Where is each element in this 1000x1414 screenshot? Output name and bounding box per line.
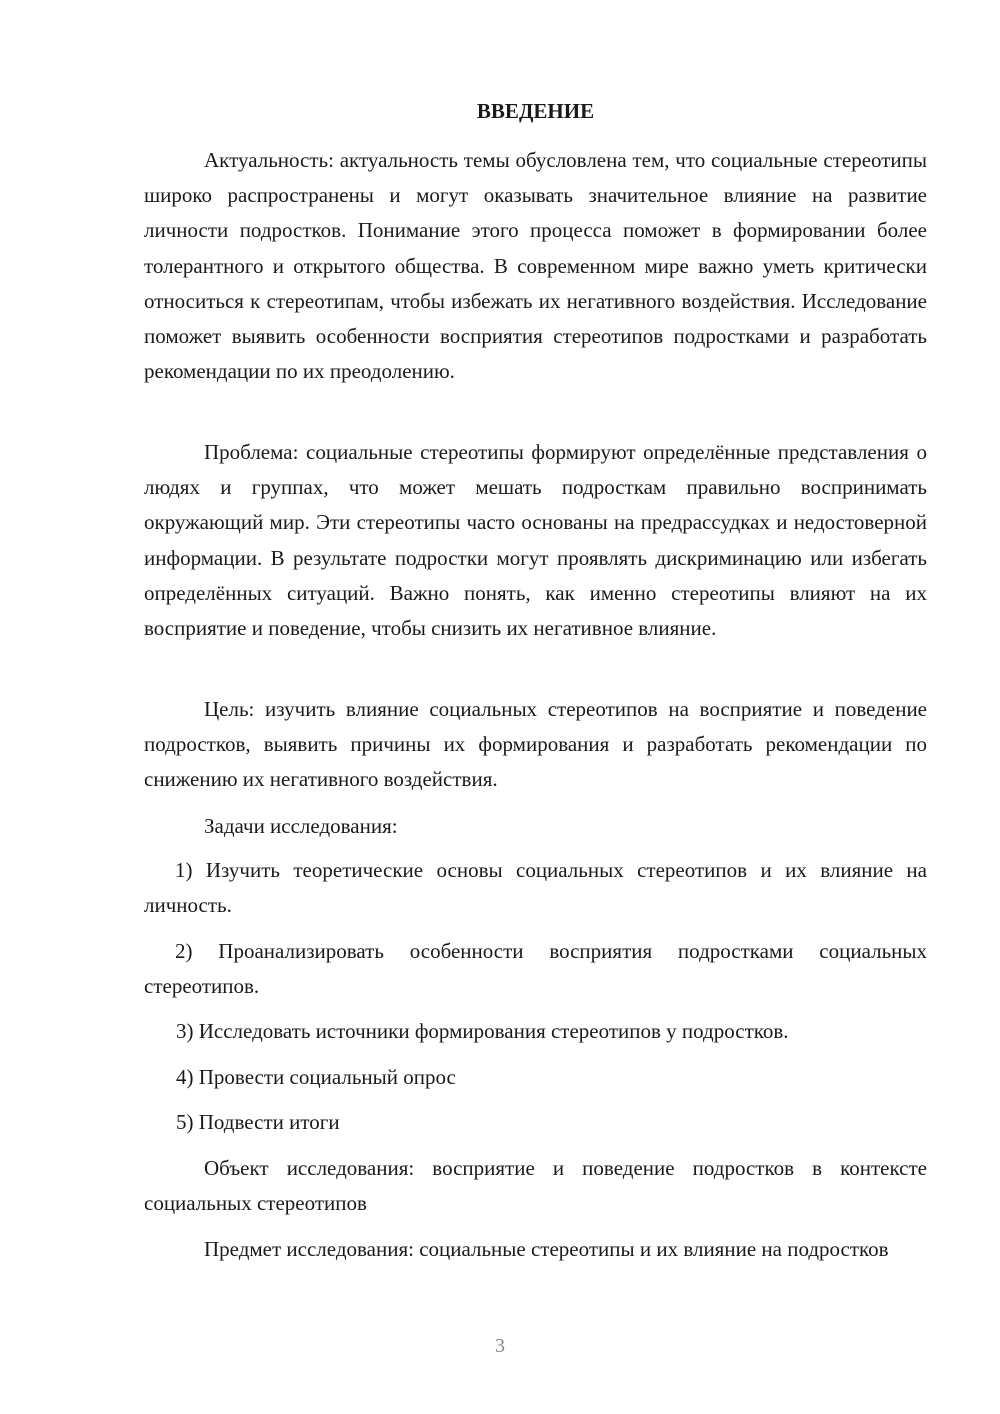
task-item-5: 5) Подвести итоги: [176, 1110, 340, 1134]
tasks-heading: Задачи исследования:: [204, 814, 398, 838]
relevance-paragraph: Актуальность: актуальность темы обусловлена тем, что социальные стереотипы широко распространены и могут оказывать значительное влияние на развитие личности подростков. Понимание этого процесса поможет в формировании более толерантного и открытого общества. В современном мире важно уметь критически относиться к стереотипам, чтобы избежать их негативного воздействия. Исследование поможет выявить особенности восприятия стереотипов подростками и разработать рекомендации по их преодолению.: [144, 148, 927, 384]
problem-paragraph: Проблема: социальные стереотипы формируют определённые представления о людях и группах, что может мешать подросткам правильно воспринимать окружающий мир. Эти стереотипы часто основаны на предрассудках и недостоверной информации. В результате подростки могут проявлять дискриминацию или избегать определённых ситуаций. Важно понять, как именно стереотипы влияют на их восприятие и поведение, чтобы снизить их негативное влияние.: [144, 440, 927, 641]
task-item-4: 4) Провести социальный опрос: [176, 1065, 456, 1089]
object-paragraph: Объект исследования: восприятие и поведение подростков в контексте социальных стереотипов: [144, 1156, 927, 1216]
page-title: ВВЕДЕНИЕ: [476, 99, 595, 123]
task-item-3: 3) Исследовать источники формирования стереотипов у подростков.: [176, 1019, 789, 1043]
task-item-1: 1) Изучить теоретические основы социальных стереотипов и их влияние на личность.: [144, 858, 927, 918]
task-item-2: 2) Проанализировать особенности восприятия подростками социальных стереотипов.: [144, 939, 927, 999]
subject-paragraph: Предмет исследования: социальные стереотипы и их влияние на подростков: [204, 1237, 889, 1261]
page-number: 3: [495, 1335, 505, 1357]
goal-paragraph: Цель: изучить влияние социальных стереотипов на восприятие и поведение подростков, выявить причины их формирования и разработать рекомендации по снижению их негативного воздействия.: [144, 697, 927, 792]
